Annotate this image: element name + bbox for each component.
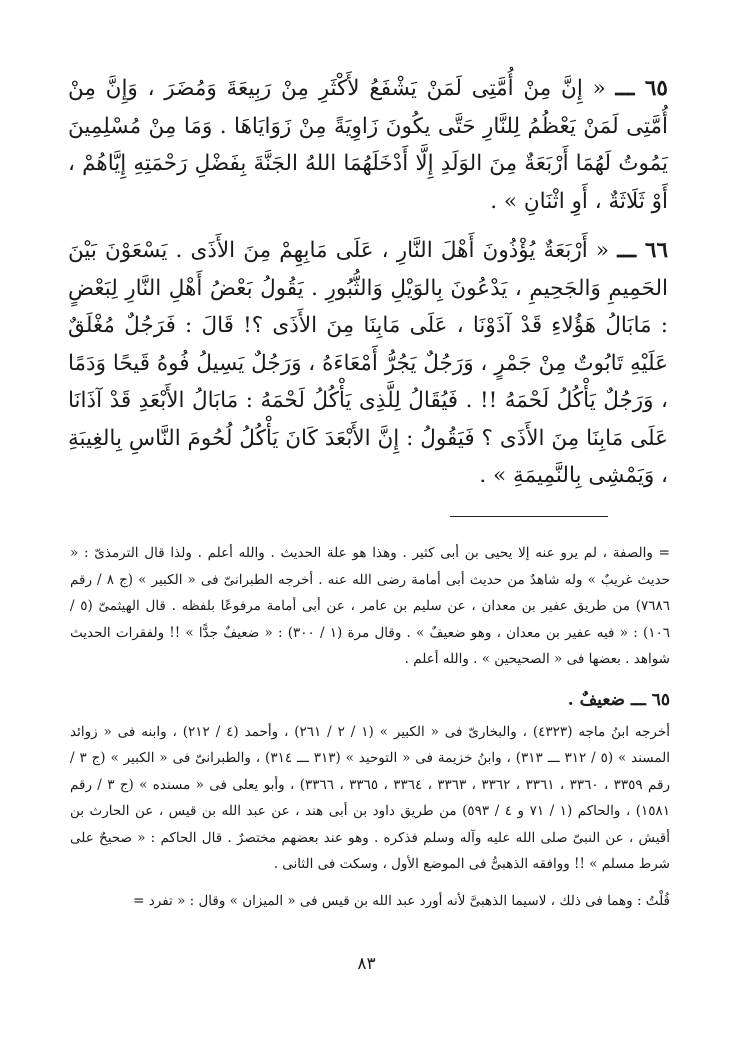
- footnotes: [70, 540, 670, 914]
- hadith-text: « أَرْبَعَةٌ يُؤْذُونَ أَهْلَ النَّارِ ، عَلَى مَابِهِمْ مِنَ الأَذَى . يَسْعَوْنَ بَيْنَ الحَمِيمِ وَالجَحِيمِ ، يَدْعُونَ بِالوَيْلِ وَالثُّبُورِ . يَقُولُ بَعْضُ أَهْلِ النَّارِ لِبَعْضٍ : مَابَالُ هَؤُلاءِ قَدْ آذَوْنَا ، عَلَى مَابِنَا مِنَ الأَذَى ؟! قَالَ : فَرَجُلٌ مُغْلَقٌ عَلَيْهِ تَابُوتٌ مِنْ جَمْرٍ ، وَرَجُلٌ يَجُرُّ أَمْعَاءَهُ ، وَرَجُلٌ يَسِيلُ فُوهُ قَيحًا وَدَمًا ، وَرَجُلٌ يَأْكُلُ لَحْمَهُ !! . فَيُقَالُ لِلَّذِى يَأْكُلُ لَحْمَهُ : مَابَالُ الأَبْعَدِ قَدْ آذَانَا عَلَى مَابِنَا مِنَ الأَذَى ؟ فَيَقُولُ : إِنَّ الأَبْعَدَ كَانَ يَأْكُلُ لُحُومَ النَّاسِ بِالغِيبَةِ ، وَيَمْشِى بِالنَّمِيمَةِ » .: [67, 238, 668, 488]
- main-text: [68, 70, 668, 505]
- hadith-66: [68, 232, 668, 495]
- footnote-heading: ٦٥ ـــ ضعيفٌ .: [567, 689, 670, 710]
- footnote-divider: [450, 516, 608, 517]
- hadith-number: ٦٥ ـــ: [615, 76, 668, 101]
- hadith-text: « إِنَّ مِنْ أُمَّتِى لَمَنْ يَشْفَعُ لأَكْثَرِ مِنْ رَبِيعَةَ وَمُضَرَ ، وَإِنَّ مِنْ أُمَّتِى لَمَنْ يَعْظُمُ لِلنَّارِ حَتَّى يكُونَ زَاوِيَةً مِنْ زَوَايَاهَا . وَمَا مِنْ مُسْلِمِينَ يَمُوتُ لَهُمَا أَرْبَعَةٌ مِنَ الوَلَدِ إِلَّا أَدْخَلَهُمَا اللهُ الجَنَّةَ بِفَضْلِ رَحْمَتِهِ إِيَّاهُمْ ، أَوْ ثَلَاثَةٌ ، أَوِ اثْنَانِ » .: [68, 76, 668, 214]
- footnote-continuation: = والصفة ، لم يرو عنه إلا يحيى بن أبى كثير . وهذا هو علة الحديث . والله أعلم . ولذا قال الترمذىّ : « حديث غريبٌ » وله شاهدٌ من حديث أبى أمامة رضى الله عنه . أخرجه الطبرانىّ فى « الكبير » (ج ٨ / رقم ٧٦٨٦) من طريق عفير بن معدان ، عن سليم بن عامر ، عن أبى أمامة مرفوعًا بلفظه . قال الهيثمىّ (٥ / ١٠٦) : « فيه عفير بن معدان ، وهو ضعيفٌ » . وقال مرة (١ / ٣٠٠) : « ضعيفٌ جدًّا » !! ولفقرات الحديث شواهد . بعضها فى « الصحيحين » . والله أعلم .: [70, 545, 670, 667]
- footnote-takhrij: أخرجه ابنُ ماجه (٤٣٢٣) ، والبخارىّ فى « الكبير » (١ / ٢ / ٢٦١) ، وأحمد (٤ / ٢١٢) ، وابنه فى « زوائد المسند » (٥ / ٣١٢ ـــ ٣١٣) ، وابنُ خزيمة فى « التوحيد » (٣١٣ ـــ ٣١٤) ، والطبرانىّ فى « الكبير » (ج ٣ / رقم ٣٣٥٩ ، ٣٣٦٠ ، ٣٣٦١ ، ٣٣٦٢ ، ٣٣٦٣ ، ٣٣٦٤ ، ٣٣٦٥ ، ٣٣٦٦) ، وأبو يعلى فى « مسنده » (ج ٣ / رقم ١٥٨١) ، والحاكم (١ / ٧١ و ٤ / ٥٩٣) من طريق داود بن أبى هند ، عن عبد الله بن قيس ، عن الحارث بن أقيش ، عن النبىّ صلى الله عليه وآله وسلم فذكره . وهو عند بعضهم مختصرٌ . قال الحاكم : « صحيحٌ على شرط مسلم » !! ووافقه الذهبىُّ فى الموضع الأول ، وسكت فى الثانى .: [70, 723, 671, 872]
- hadith-number: ٦٦ ـــ: [617, 238, 668, 263]
- hadith-65: [68, 70, 668, 220]
- page-number: ٨٣: [357, 954, 376, 974]
- footnote-qultu: قُلْتُ : وهما فى ذلك ، لاسيما الذهبىَّ لأنه أورد عبد الله بن قيس فى « الميزان » وقال : « تفرد =: [133, 892, 670, 909]
